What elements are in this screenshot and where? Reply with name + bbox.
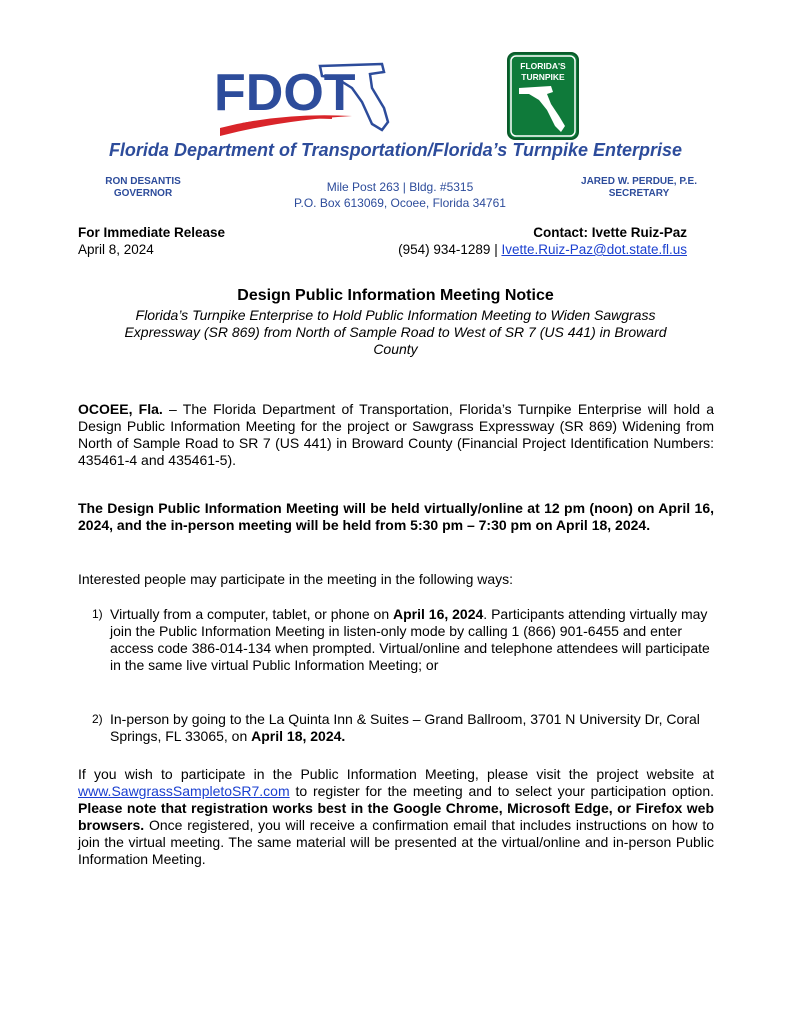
governor-title: GOVERNOR [113, 188, 173, 199]
governor-name: RON DESANTIS [105, 176, 181, 187]
governor-block [88, 176, 198, 200]
item1-date: April 16, 2024 [393, 606, 484, 622]
fdot-logo [212, 58, 392, 138]
address-line-2: P.O. Box 613069, Ocoee, Florida 34761 [294, 196, 506, 210]
reg-text-c: Once registered, you will receive a confirmation email that includes instructions on how to join the virtual meeting. The same material will be presented at the virtual/online and in-person Public Information Meeting. [78, 817, 714, 867]
turnpike-logo-line1: FLORIDA'S [520, 61, 566, 71]
reg-text-a: If you wish to participate in the Public Information Meeting, please visit the project website at [78, 766, 714, 782]
contact-phone: (954) 934-1289 | [398, 242, 502, 257]
browser-note: Please note that registration works best in the Google Chrome, Microsoft Edge, or Firefox web browsers. [78, 800, 714, 833]
item2-date: April 18, 2024. [251, 728, 346, 744]
reg-text-b: to register for the meeting and to select your participation option. [289, 783, 714, 799]
fdot-logo-text: FDOT [214, 64, 356, 122]
paragraph-intro [78, 401, 714, 469]
item1-text-a: Virtually from a computer, tablet, or phone on [110, 606, 394, 622]
agency-name: Florida Department of Transportation/Florida’s Turnpike Enterprise [108, 140, 683, 160]
dateline: OCOEE, Fla. [78, 401, 163, 417]
release-block [78, 224, 225, 258]
intro-text: – The Florida Department of Transportation, Florida’s Turnpike Enterprise will hold a Design Public Information Meeting for the project or Sawgrass Expressway (SR 869) Widening from North of Sample Road to SR 7 (US 441) in Broward County (Financial Project Identification Numbers: 435461-4 and 435461-5). [78, 401, 714, 468]
paragraph-ways: Interested people may participate in the meeting in the following ways: [78, 571, 514, 587]
paragraph-meeting-times: The Design Public Information Meeting will be held virtually/online at 12 pm (noon) on April 16, 2024, and the in-person meeting will be held from 5:30 pm – 7:30 pm on April 18, 2024. [78, 500, 714, 533]
contact-line [398, 241, 687, 258]
item2-text-a: In-person by going to the La Quinta Inn & Suites – Grand Ballroom, 3701 N University Dr, Coral Springs, FL 33065, on [110, 711, 700, 744]
item1-text-b: . Participants attending virtually may join the Public Information Meeting in listen-only mode by calling 1 (866) 901-6455 and enter access code 386-014-134 when prompted. Virtual/online and telephone attendees will participate in the same live virtual Public Information Meeting; or [110, 606, 710, 673]
project-website-link[interactable]: www.SawgrassSampletoSR7.com [78, 783, 290, 799]
paragraph-registration [78, 766, 714, 868]
address-block [270, 179, 530, 211]
secretary-name: JARED W. PERDUE, P.E. [581, 176, 697, 187]
secretary-block [575, 176, 703, 200]
notice-subtitle: Florida’s Turnpike Enterprise to Hold Public Information Meeting to Widen Sawgrass Expressway (SR 869) from North of Sample Road to West of SR 7 (US 441) in Broward County [124, 307, 667, 357]
contact-name: Contact: Ivette Ruiz-Paz [533, 225, 687, 240]
contact-email-link[interactable]: Ivette.Ruiz-Paz@dot.state.fl.us [501, 242, 687, 257]
turnpike-logo [507, 52, 579, 140]
release-date: April 8, 2024 [78, 242, 154, 257]
turnpike-logo-line2: TURNPIKE [521, 72, 565, 82]
contact-block [398, 224, 687, 258]
address-line-1: Mile Post 263 | Bldg. #5315 [326, 180, 474, 194]
list-number: 2) [92, 712, 103, 726]
secretary-title: SECRETARY [608, 188, 670, 199]
list-item [92, 606, 710, 674]
list-number: 1) [92, 607, 103, 621]
notice-title: Design Public Information Meeting Notice [237, 287, 554, 304]
release-label: For Immediate Release [78, 225, 226, 240]
list-item [92, 711, 710, 745]
